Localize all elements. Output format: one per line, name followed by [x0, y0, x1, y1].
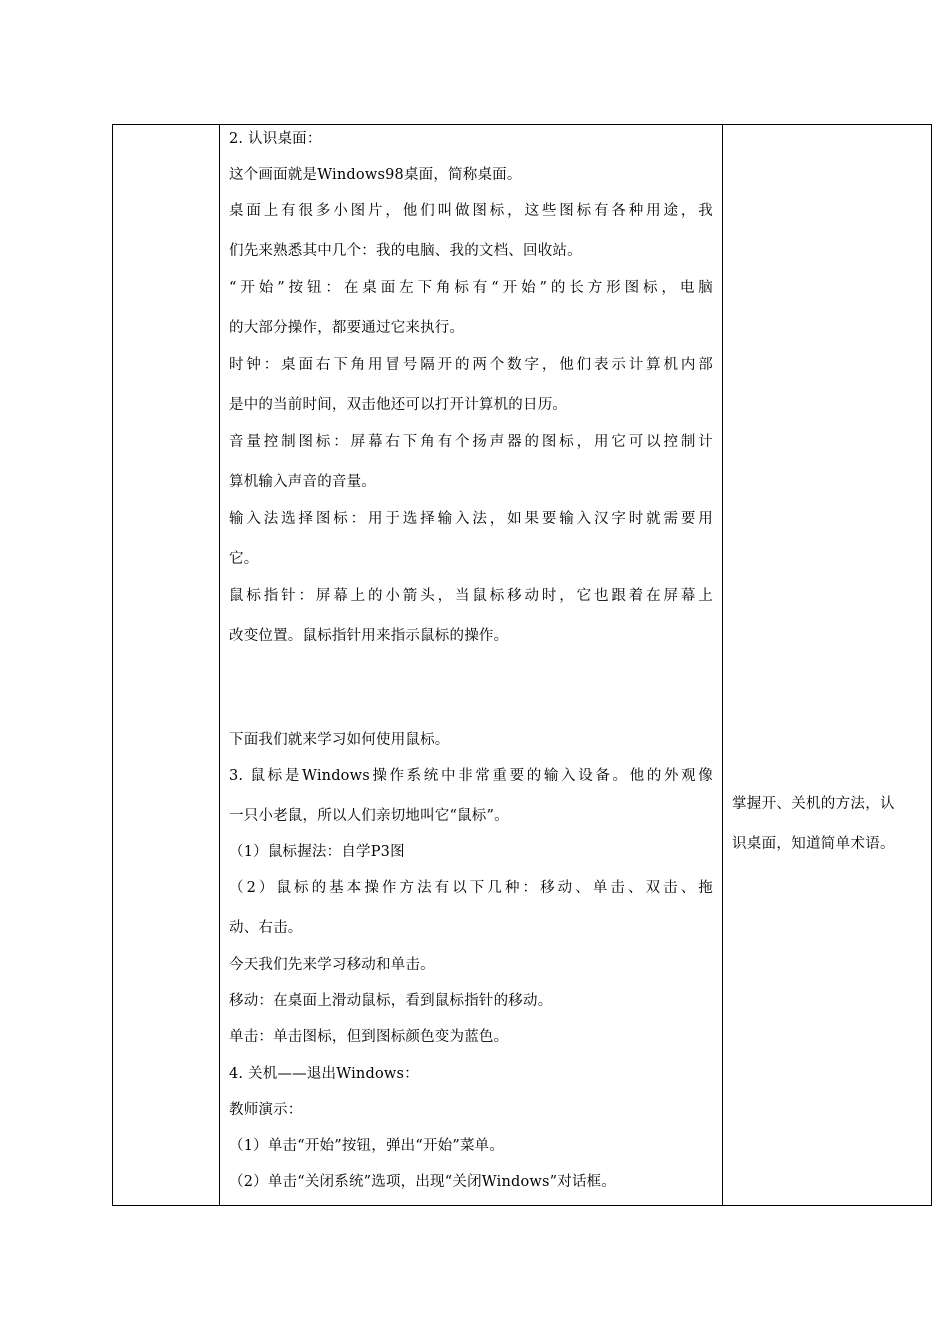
list-item: （2）单击“关闭系统”选项，出现“关闭Windows”对话框。	[229, 1174, 617, 1190]
paragraph-line: 是中的当前时间，双击他还可以打开计算机的日历。	[229, 397, 568, 413]
section-heading-desktop: 2. 认识桌面：	[229, 131, 322, 147]
content-column-cell	[220, 125, 723, 1205]
list-item: （2）鼠标的基本操作方法有以下几种：移动、单击、双击、拖	[229, 880, 713, 896]
paragraph-line: 音量控制图标：屏幕右下角有个扬声器的图标，用它可以控制计	[229, 434, 713, 450]
objective-note-line: 识桌面，知道简单术语。	[732, 836, 895, 852]
paragraph-line: 它。	[229, 551, 259, 567]
paragraph-line: “开始”按钮：在桌面左下角标有“开始”的长方形图标，电脑	[229, 280, 713, 296]
paragraph-line: 一只小老鼠，所以人们亲切地叫它“鼠标”。	[229, 808, 509, 824]
lesson-plan-table	[112, 124, 932, 1206]
paragraph-line: 们先来熟悉其中几个：我的电脑、我的文档、回收站。	[229, 243, 582, 259]
objective-note-line: 掌握开、关机的方法，认	[732, 796, 895, 812]
list-item: （1）鼠标握法：自学P3图	[229, 844, 405, 860]
paragraph-line: 移动：在桌面上滑动鼠标，看到鼠标指针的移动。	[229, 993, 553, 1009]
paragraph-line: 输入法选择图标：用于选择输入法，如果要输入汉字时就需要用	[229, 511, 713, 527]
paragraph-line: 单击：单击图标，但到图标颜色变为蓝色。	[229, 1029, 509, 1045]
notes-column-cell	[723, 125, 931, 1205]
paragraph-line: 的大部分操作，都要通过它来执行。	[229, 320, 465, 336]
paragraph-line: 今天我们先来学习移动和单击。	[229, 957, 435, 973]
paragraph-line: 这个画面就是Windows98桌面，简称桌面。	[229, 167, 522, 183]
paragraph-line: 下面我们就来学习如何使用鼠标。	[229, 732, 450, 748]
paragraph-line: 教师演示：	[229, 1102, 303, 1118]
paragraph-line: 改变位置。鼠标指针用来指示鼠标的操作。	[229, 628, 509, 644]
left-column-cell	[113, 125, 220, 1205]
section-heading-mouse: 3. 鼠标是Windows操作系统中非常重要的输入设备。他的外观像	[229, 768, 713, 784]
section-heading-shutdown: 4. 关机——退出Windows：	[229, 1066, 419, 1082]
paragraph-line: 动、右击。	[229, 920, 303, 936]
paragraph-line: 算机输入声音的音量。	[229, 474, 376, 490]
paragraph-line: 鼠标指针：屏幕上的小箭头，当鼠标移动时，它也跟着在屏幕上	[229, 588, 713, 604]
paragraph-line: 桌面上有很多小图片，他们叫做图标，这些图标有各种用途，我	[229, 203, 713, 219]
paragraph-line: 时钟：桌面右下角用冒号隔开的两个数字，他们表示计算机内部	[229, 357, 713, 373]
list-item: （1）单击“开始”按钮，弹出“开始”菜单。	[229, 1138, 505, 1154]
